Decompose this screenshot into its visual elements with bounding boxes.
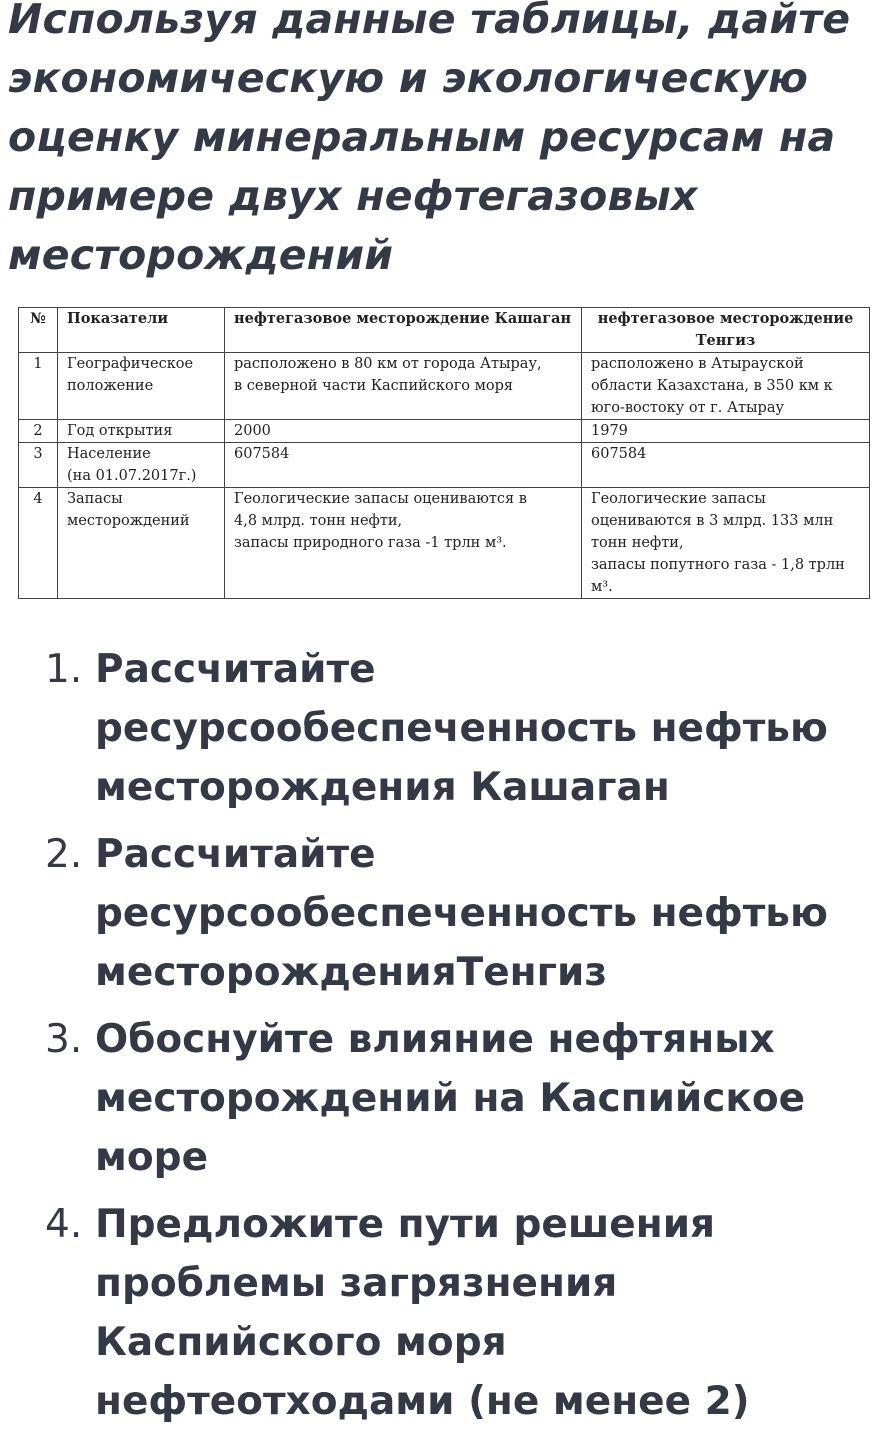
task-line: море bbox=[95, 1135, 209, 1180]
list-item bbox=[0, 825, 877, 1002]
list-item bbox=[0, 640, 877, 817]
table-cell: расположено в Атырауской области Казахстана, в 350 км к юго-востоку от г. Атырау bbox=[582, 353, 870, 420]
table-cell: расположено в 80 км от города Атырау, в северной части Каспийского моря bbox=[225, 353, 582, 420]
table-cell: 2 bbox=[19, 420, 58, 443]
header-cell-kashagan: нефтегазовое месторождение Кашаган bbox=[225, 308, 582, 353]
list-item bbox=[0, 1010, 877, 1187]
deposits-table bbox=[18, 307, 870, 599]
table-cell: 4 bbox=[19, 488, 58, 599]
heading-line: экономическую и экологическую bbox=[8, 54, 809, 102]
task-line: Рассчитайте bbox=[95, 647, 376, 692]
table-row bbox=[19, 420, 870, 443]
table-cell: Геологические запасы оцениваются в 4,8 млрд. тонн нефти, запасы природного газа -1 трлн м³. bbox=[225, 488, 582, 599]
task-line: Рассчитайте bbox=[95, 832, 376, 877]
heading-line: оценку минеральным ресурсам на bbox=[8, 113, 836, 161]
header-cell-tengiz: нефтегазовое месторождение Тенгиз bbox=[582, 308, 870, 353]
question-heading bbox=[8, 0, 868, 285]
list-item bbox=[0, 1195, 877, 1431]
task-line: Обоснуйте влияние нефтяных bbox=[95, 1017, 775, 1062]
task-number: 1. bbox=[45, 647, 83, 692]
task-number: 2. bbox=[45, 832, 83, 877]
table-header-row bbox=[19, 308, 870, 353]
table-cell: Запасы месторождений bbox=[58, 488, 225, 599]
table-cell: 1979 bbox=[582, 420, 870, 443]
table-cell: 607584 bbox=[225, 443, 582, 488]
table-row bbox=[19, 443, 870, 488]
table-cell: 607584 bbox=[582, 443, 870, 488]
task-line: месторожденияТенгиз bbox=[95, 950, 607, 995]
task-list bbox=[0, 640, 877, 1439]
task-line: месторождения Кашаган bbox=[95, 765, 670, 810]
task-line: ресурсообеспеченность нефтью bbox=[95, 706, 828, 751]
table-cell: Геологические запасы оцениваются в 3 млрд. 133 млн тонн нефти, запасы попутного газа - 1,8 трлн м³. bbox=[582, 488, 870, 599]
task-line: нефтеотходами (не менее 2) bbox=[95, 1379, 750, 1424]
task-line: Каспийского моря bbox=[95, 1320, 507, 1365]
table-cell: Год открытия bbox=[58, 420, 225, 443]
heading-line: Используя данные таблицы, дайте bbox=[8, 0, 851, 43]
task-number: 4. bbox=[45, 1202, 83, 1247]
task-number: 3. bbox=[45, 1017, 83, 1062]
heading-line: примере двух нефтегазовых bbox=[8, 172, 698, 220]
header-cell-indicator: Показатели bbox=[58, 308, 225, 353]
table-row bbox=[19, 353, 870, 420]
table-cell: Географическое положение bbox=[58, 353, 225, 420]
table-cell: Население (на 01.07.2017г.) bbox=[58, 443, 225, 488]
table-cell: 2000 bbox=[225, 420, 582, 443]
header-cell-number: № bbox=[19, 308, 58, 353]
table-row bbox=[19, 488, 870, 599]
table-cell: 1 bbox=[19, 353, 58, 420]
task-line: ресурсообеспеченность нефтью bbox=[95, 891, 828, 936]
task-line: проблемы загрязнения bbox=[95, 1261, 618, 1306]
heading-line: месторождений bbox=[8, 231, 394, 279]
task-line: месторождений на Каспийское bbox=[95, 1076, 806, 1121]
task-line: Предложите пути решения bbox=[95, 1202, 716, 1247]
table-cell: 3 bbox=[19, 443, 58, 488]
deposits-table-image bbox=[18, 307, 869, 599]
